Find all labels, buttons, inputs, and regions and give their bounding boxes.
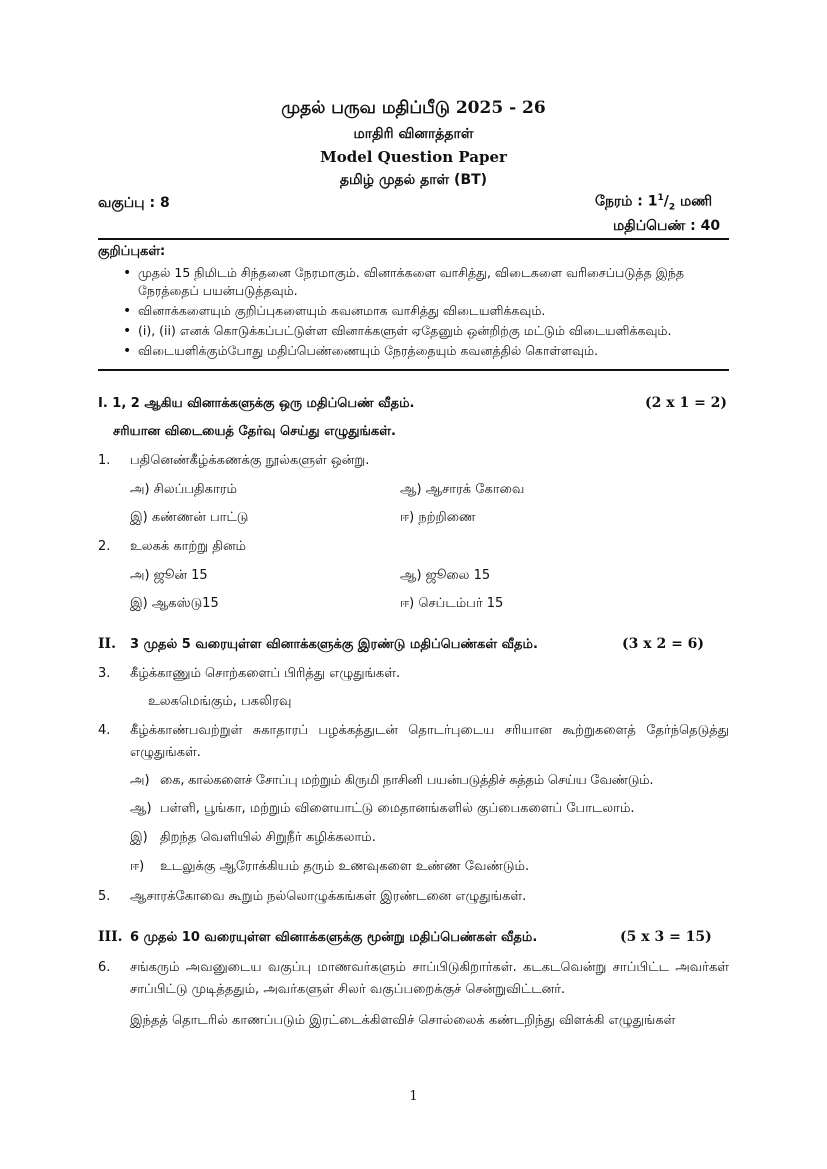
section1-instruction: சரியான விடையைத் தேர்வு செய்து எழுதுங்கள்.	[113, 424, 396, 439]
note-item: • முதல் 15 நிமிடம் சிந்தனை நேரமாகும். வினாக்களை வாசித்து, விடைகளை வரிசைப்படுத்த இந்த நேரத்தைப் பயன்படுத்தவும்.	[98, 264, 729, 300]
q4-option-b: பள்ளி, பூங்கா, மற்றும் விளையாட்டு மைதானங்களில் குப்பைகளைப் போடலாம்.	[160, 801, 635, 816]
q2-number: 2.	[98, 539, 111, 554]
note-item: • (i), (ii) எனக் கொடுக்கப்பட்டுள்ள வினாக்களுள் ஏதேனும் ஒன்றிற்கு மட்டும் விடையளிக்கவும்.	[98, 322, 729, 340]
q1-option-c: இ) கண்ணன் பாட்டு	[130, 510, 249, 525]
q6-passage: சங்கரும் அவனுடைய வகுப்பு மாணவர்களும் சாப்பிடுகிறார்கள். கடகடவென்று சாப்பிட்ட அவர்கள் சாப்பிட்டு முடித்ததும், அவர்களுள் சிலர் வகுப்பறைக்குச் சென்றுவிட்டனர்.	[130, 960, 729, 997]
section3-marks: (5 x 3 = 15)	[620, 929, 712, 945]
q4-option-a: கை, கால்களைச் சோப்பு மற்றும் கிருமி நாசினி பயன்படுத்திச் சுத்தம் செய்ய வேண்டும்.	[160, 773, 654, 788]
section1-heading: I. 1, 2 ஆகிய வினாக்களுக்கு ஒரு மதிப்பெண் வீதம்.	[98, 396, 415, 411]
exam-title: முதல் பருவ மதிப்பீடு 2025 - 26	[281, 98, 546, 118]
section3-roman: III.	[98, 929, 123, 945]
q2-option-d: ஈ) செப்டம்பர் 15	[400, 596, 504, 611]
time-label: நேரம் : $1^1/_2$ மணி	[595, 193, 713, 213]
section3-heading: 6 முதல் 10 வரையுள்ள வினாக்களுக்கு மூன்று மதிப்பெண்கள் வீதம்.	[130, 930, 538, 945]
q3-text: கீழ்க்காணும் சொற்களைப் பிரித்து எழுதுங்கள்.	[130, 666, 401, 681]
section2-marks: (3 x 2 = 6)	[622, 636, 705, 652]
q1-text: பதினெண்கீழ்க்கணக்கு நூல்களுள் ஒன்று.	[130, 453, 370, 468]
q5-number: 5.	[98, 889, 111, 904]
class-label: வகுப்பு : 8	[98, 195, 170, 211]
notes-heading: குறிப்புகள்:	[98, 244, 166, 259]
paper-name: தமிழ் முதல் தாள் (BT)	[339, 172, 488, 188]
q3-words: உலகமெங்கும், பகலிரவு	[148, 694, 292, 709]
q4-number: 4.	[98, 723, 111, 738]
q1-number: 1.	[98, 453, 111, 468]
q4-option-b-label: ஆ)	[130, 801, 152, 816]
q3-number: 3.	[98, 666, 111, 681]
q5-text: ஆசாரக்கோவை கூறும் நல்லொழுக்கங்கள் இரண்டனை எழுதுங்கள்.	[130, 889, 527, 904]
q4-text: கீழ்க்காண்பவற்றுள் சுகாதாரப் பழக்கத்துடன் தொடர்புடைய சரியான கூற்றுகளைத் தேர்ந்தெடுத்து எழுதுங்கள்.	[130, 723, 729, 760]
q4-option-c: திறந்த வெளியில் சிறுநீர் கழிக்கலாம்.	[160, 830, 376, 845]
q2-option-a: அ) ஜூன் 15	[130, 568, 208, 583]
page-number: 1	[409, 1089, 418, 1104]
q6-question: இந்தத் தொடரில் காணப்படும் இரட்டைக்கிளவிச் சொல்லைக் கண்டறிந்து விளக்கி எழுதுங்கள்	[130, 1013, 676, 1028]
q4-option-a-label: அ)	[130, 773, 150, 788]
section2-roman: II.	[98, 636, 116, 652]
q2-option-b: ஆ) ஜூலை 15	[400, 568, 491, 583]
header-divider	[98, 238, 729, 240]
q1-option-b: ஆ) ஆசாரக் கோவை	[400, 482, 525, 497]
note-item: • வினாக்களையும் குறிப்புகளையும் கவனமாக வாசித்து விடையளிக்கவும்.	[98, 302, 729, 320]
subtitle-english: Model Question Paper	[320, 148, 507, 166]
q2-option-c: இ) ஆகஸ்டு15	[130, 596, 219, 611]
section1-marks: (2 x 1 = 2)	[645, 395, 728, 411]
q6-number: 6.	[98, 960, 111, 975]
q1-option-d: ஈ) நற்றிணை	[400, 510, 476, 525]
notes-divider	[98, 369, 729, 371]
notes-list	[98, 264, 729, 362]
marks-label: மதிப்பெண் : 40	[613, 218, 721, 234]
q1-option-a: அ) சிலப்பதிகாரம்	[130, 482, 237, 497]
q4-option-d-label: ஈ)	[130, 859, 145, 874]
note-item: • விடையளிக்கும்போது மதிப்பெண்ணையும் நேரத்தையும் கவனத்தில் கொள்ளவும்.	[98, 342, 729, 360]
q4-option-d: உடலுக்கு ஆரோக்கியம் தரும் உணவுகளை உண்ண வேண்டும்.	[160, 859, 530, 874]
section2-heading: 3 முதல் 5 வரையுள்ள வினாக்களுக்கு இரண்டு மதிப்பெண்கள் வீதம்.	[130, 637, 538, 652]
q4-option-c-label: இ)	[130, 830, 148, 845]
q2-text: உலகக் காற்று தினம்	[130, 539, 247, 554]
subtitle-tamil: மாதிரி வினாத்தாள்	[353, 126, 474, 142]
